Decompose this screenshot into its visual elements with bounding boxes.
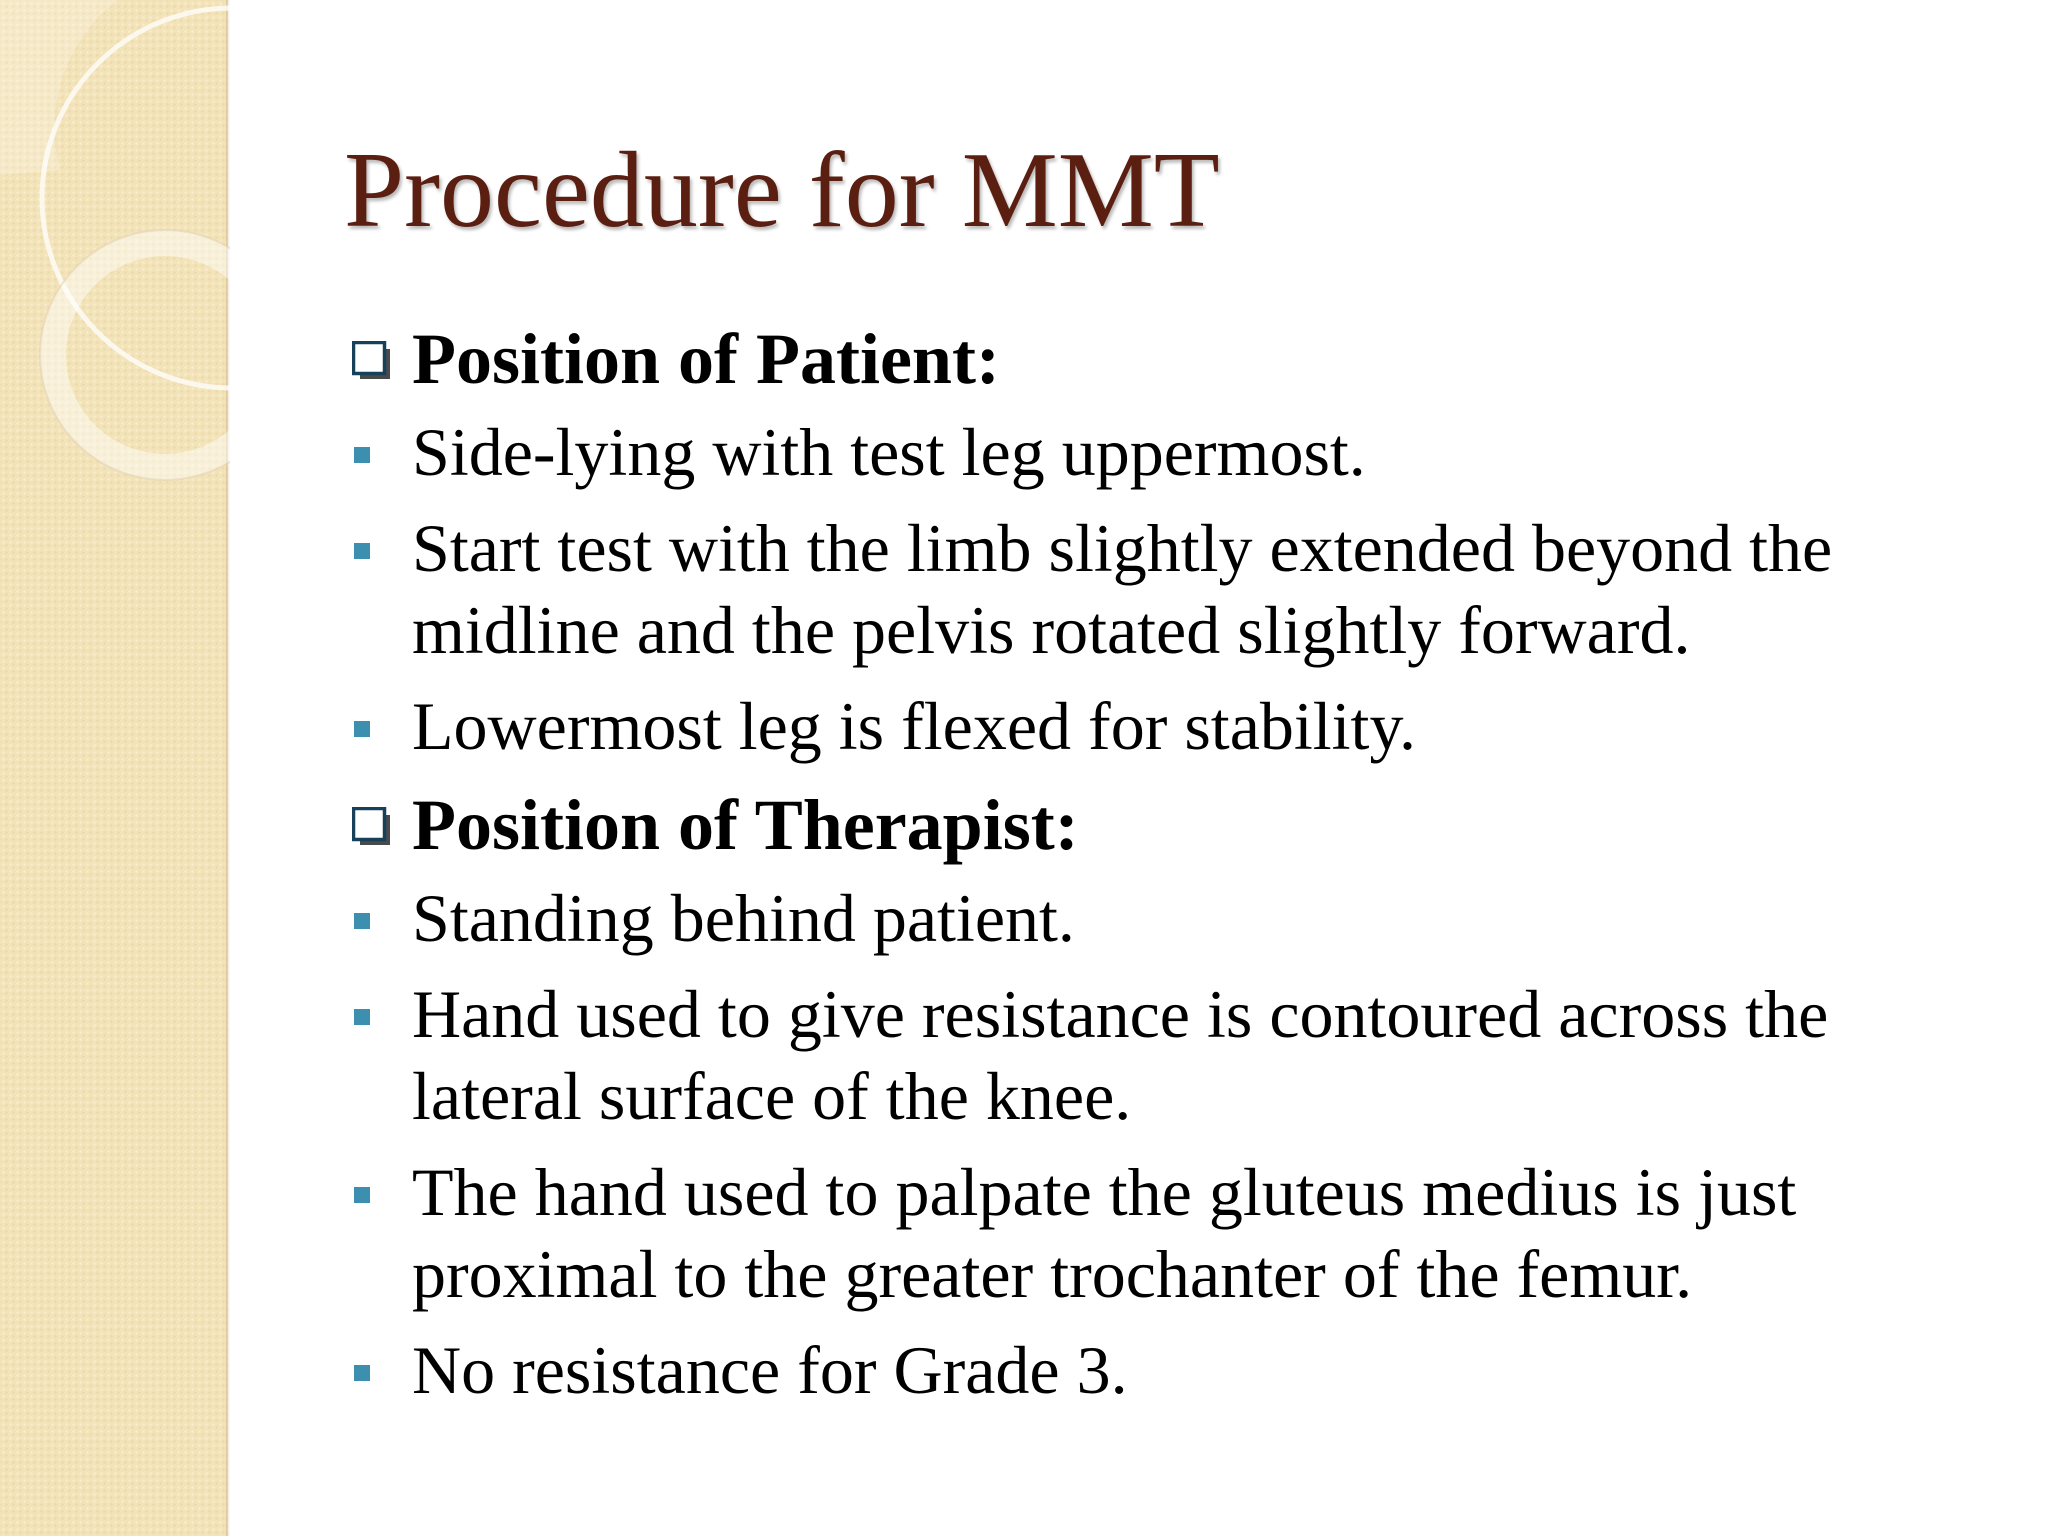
list-item: [350, 507, 1990, 671]
checkbox-icon: [352, 341, 392, 381]
list-item-text: Start test with the limb slightly extended beyond the midline and the pelvis rotated slightly forward.: [412, 510, 1833, 668]
decorative-circles: [0, 0, 230, 520]
list-item: [350, 973, 1990, 1137]
section-heading-patient: [350, 315, 1990, 403]
square-bullet-icon: [354, 913, 370, 929]
list-item: [350, 877, 1990, 959]
list-item-text: Side-lying with test leg uppermost.: [412, 414, 1366, 490]
list-item-text: The hand used to palpate the gluteus medius is just proximal to the greater trochanter of the femur.: [412, 1154, 1797, 1312]
square-bullet-icon: [354, 1187, 370, 1203]
slide-content: [350, 315, 1990, 1425]
square-bullet-icon: [354, 721, 370, 737]
slide-title: Procedure for MMT: [344, 131, 1220, 250]
list-item-text: Hand used to give resistance is contoured across the lateral surface of the knee.: [412, 976, 1829, 1134]
list-item-text: Lowermost leg is flexed for stability.: [412, 688, 1417, 764]
list-item: [350, 1329, 1990, 1411]
square-bullet-icon: [354, 1009, 370, 1025]
section-heading-text: Position of Therapist:: [412, 785, 1079, 865]
list-item-text: No resistance for Grade 3.: [412, 1332, 1128, 1408]
list-item: [350, 1151, 1990, 1315]
square-bullet-icon: [354, 1365, 370, 1381]
square-bullet-icon: [354, 543, 370, 559]
section-heading-text: Position of Patient:: [412, 319, 1000, 399]
checkbox-icon: [352, 807, 392, 847]
list-item: [350, 411, 1990, 493]
section-heading-therapist: [350, 781, 1990, 869]
list-item-text: Standing behind patient.: [412, 880, 1075, 956]
list-item: [350, 685, 1990, 767]
square-bullet-icon: [354, 447, 370, 463]
